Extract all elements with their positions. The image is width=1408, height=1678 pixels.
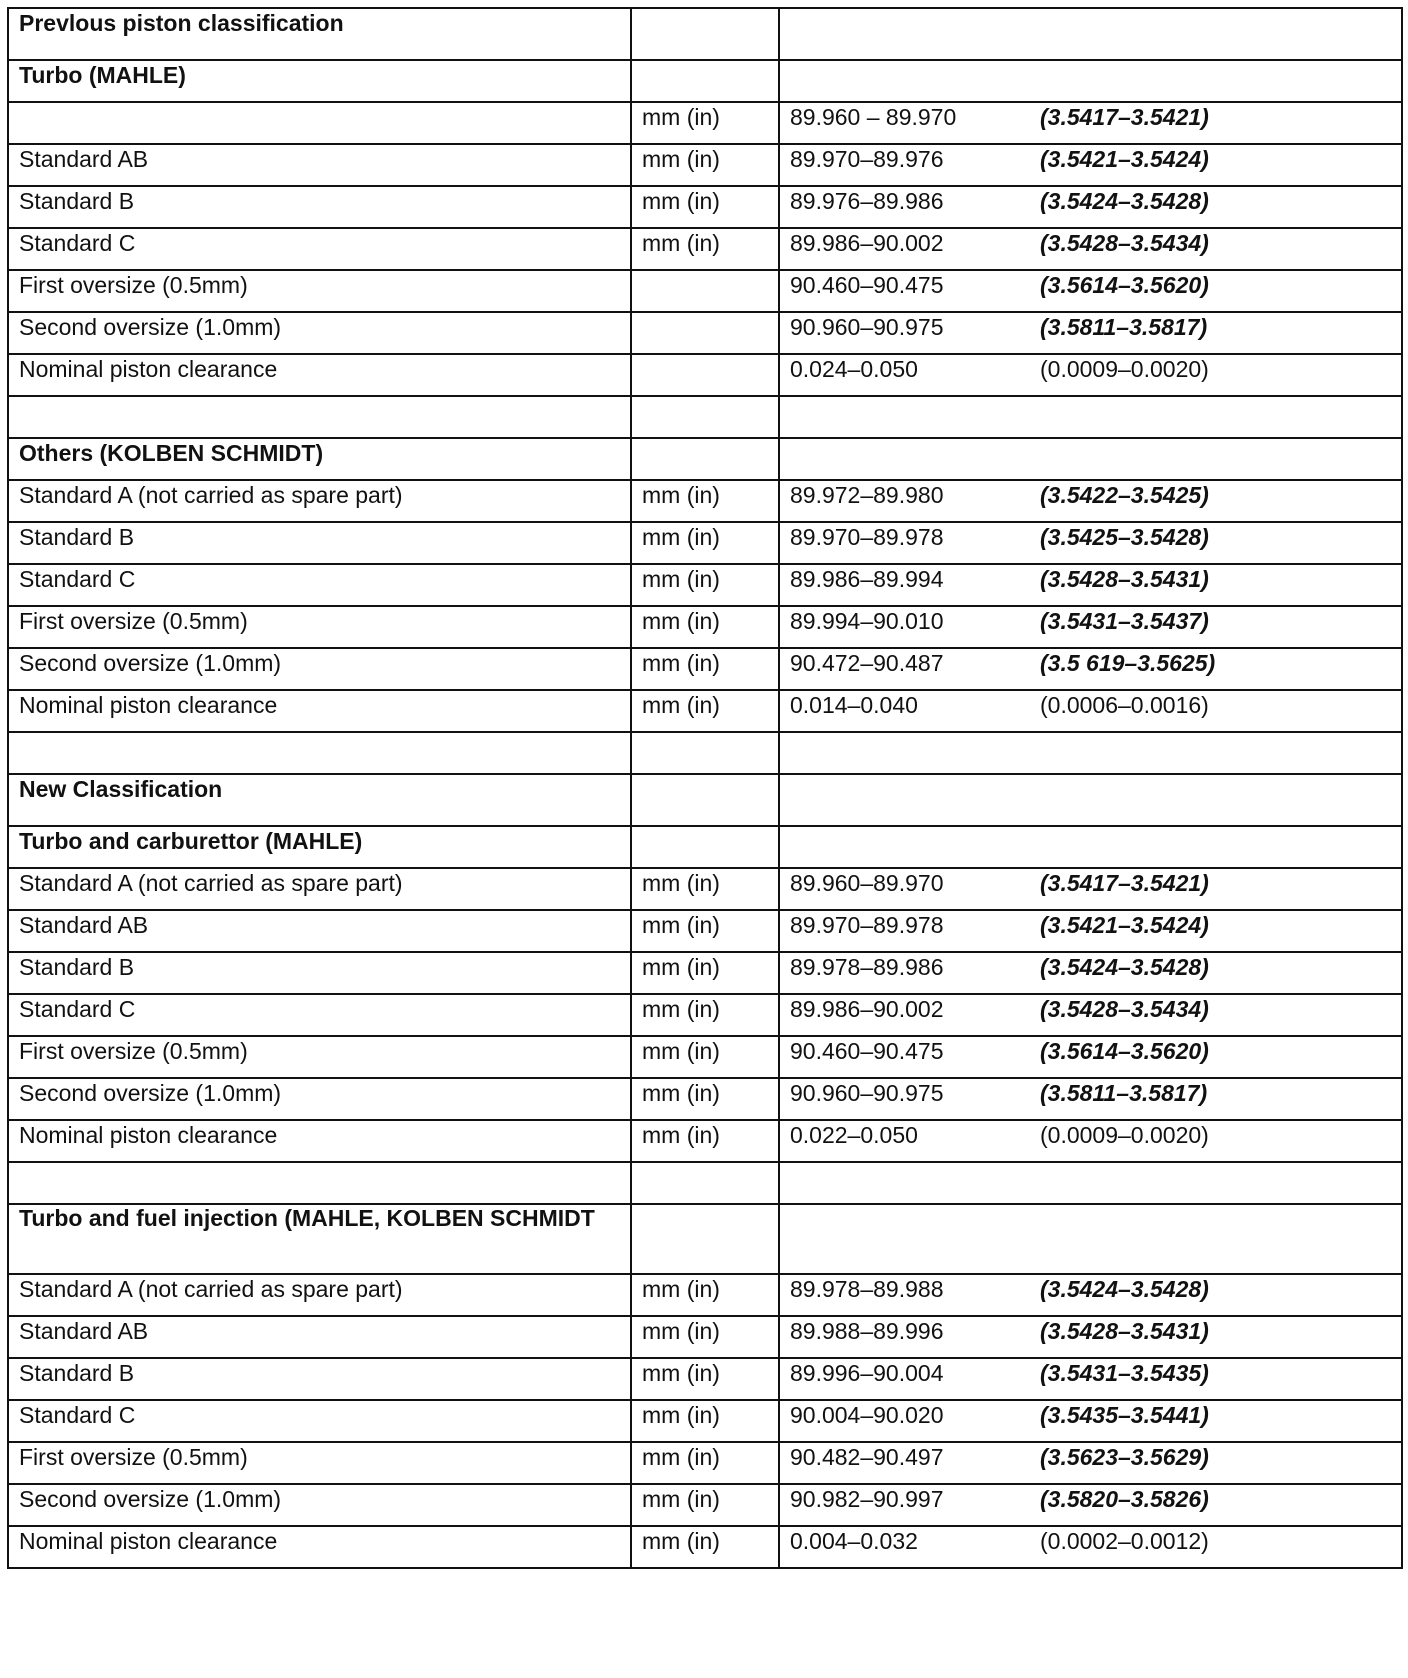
empty-cell <box>779 1162 1402 1204</box>
table-row <box>8 1274 1402 1316</box>
row-values <box>779 648 1402 690</box>
value-mm: 89.970–89.978 <box>790 524 944 550</box>
empty-cell <box>631 396 779 438</box>
row-values <box>779 1274 1402 1316</box>
value-mm: 90.460–90.475 <box>790 1038 944 1064</box>
row-unit: mm (in) <box>631 994 779 1036</box>
value-inch: (3.5424–3.5428) <box>1040 1276 1209 1302</box>
value-inch: (3.5421–3.5424) <box>1040 912 1209 938</box>
group-header-row <box>8 438 1402 480</box>
row-unit: mm (in) <box>631 228 779 270</box>
empty-cell <box>779 1204 1402 1274</box>
value-inch: (3.5820–3.5826) <box>1040 1486 1209 1512</box>
table-row <box>8 606 1402 648</box>
row-label: Standard B <box>8 1358 631 1400</box>
row-unit: mm (in) <box>631 910 779 952</box>
group-title: Turbo and carburettor (MAHLE) <box>8 826 631 868</box>
row-label: Standard C <box>8 228 631 270</box>
value-inch: (3.5428–3.5431) <box>1040 1318 1209 1344</box>
row-label: Standard AB <box>8 144 631 186</box>
value-inch: (3.5431–3.5437) <box>1040 608 1209 634</box>
row-values <box>779 1120 1402 1162</box>
table-row <box>8 480 1402 522</box>
table-row <box>8 690 1402 732</box>
row-unit: mm (in) <box>631 480 779 522</box>
row-values <box>779 952 1402 994</box>
table-row <box>8 910 1402 952</box>
row-values <box>779 144 1402 186</box>
row-unit <box>631 270 779 312</box>
row-unit: mm (in) <box>631 522 779 564</box>
value-mm: 89.994–90.010 <box>790 608 944 634</box>
row-values <box>779 606 1402 648</box>
row-values <box>779 690 1402 732</box>
row-label: Standard C <box>8 1400 631 1442</box>
value-mm: 90.960–90.975 <box>790 314 944 340</box>
value-mm: 89.972–89.980 <box>790 482 944 508</box>
value-mm: 0.022–0.050 <box>790 1122 918 1148</box>
row-unit: mm (in) <box>631 102 779 144</box>
table-row <box>8 312 1402 354</box>
row-values <box>779 1078 1402 1120</box>
row-unit: mm (in) <box>631 1442 779 1484</box>
table-row <box>8 1036 1402 1078</box>
row-values <box>779 480 1402 522</box>
table-row <box>8 522 1402 564</box>
group-header-row <box>8 826 1402 868</box>
table-row <box>8 564 1402 606</box>
value-inch: (3.5417–3.5421) <box>1040 870 1209 896</box>
table-row <box>8 1358 1402 1400</box>
row-unit: mm (in) <box>631 952 779 994</box>
empty-cell <box>779 826 1402 868</box>
value-inch: (3.5623–3.5629) <box>1040 1444 1209 1470</box>
table-row <box>8 994 1402 1036</box>
empty-cell <box>779 60 1402 102</box>
row-values <box>779 354 1402 396</box>
table-row <box>8 1316 1402 1358</box>
row-values <box>779 868 1402 910</box>
row-values <box>779 564 1402 606</box>
table-row <box>8 354 1402 396</box>
value-inch: (0.0009–0.0020) <box>1040 1122 1209 1148</box>
row-label: Standard B <box>8 952 631 994</box>
row-label: Standard AB <box>8 1316 631 1358</box>
row-values <box>779 1316 1402 1358</box>
value-mm: 89.978–89.988 <box>790 1276 944 1302</box>
row-label: Standard B <box>8 522 631 564</box>
row-unit: mm (in) <box>631 1358 779 1400</box>
table-row <box>8 102 1402 144</box>
value-mm: 89.988–89.996 <box>790 1318 944 1344</box>
row-label: Nominal piston clearance <box>8 1120 631 1162</box>
section-title-row <box>8 774 1402 826</box>
row-unit: mm (in) <box>631 1078 779 1120</box>
row-values <box>779 270 1402 312</box>
row-unit: mm (in) <box>631 1400 779 1442</box>
value-inch: (3.5421–3.5424) <box>1040 146 1209 172</box>
value-mm: 89.960 – 89.970 <box>790 104 957 130</box>
table-row <box>8 1078 1402 1120</box>
group-title: Others (KOLBEN SCHMIDT) <box>8 438 631 480</box>
row-unit: mm (in) <box>631 606 779 648</box>
row-label: Standard A (not carried as spare part) <box>8 1274 631 1316</box>
value-inch: (0.0002–0.0012) <box>1040 1528 1209 1554</box>
table-row <box>8 952 1402 994</box>
value-inch: (3.5417–3.5421) <box>1040 104 1209 130</box>
value-mm: 89.996–90.004 <box>790 1360 944 1386</box>
empty-cell <box>631 1204 779 1274</box>
row-values <box>779 1442 1402 1484</box>
value-inch: (0.0009–0.0020) <box>1040 356 1209 382</box>
row-label: Standard C <box>8 994 631 1036</box>
row-values <box>779 910 1402 952</box>
empty-cell <box>631 826 779 868</box>
section-title-row <box>8 8 1402 60</box>
table-row <box>8 1120 1402 1162</box>
value-mm: 89.986–89.994 <box>790 566 944 592</box>
row-unit: mm (in) <box>631 1120 779 1162</box>
row-label: Second oversize (1.0mm) <box>8 648 631 690</box>
empty-cell <box>8 396 631 438</box>
spacer-row <box>8 732 1402 774</box>
empty-cell <box>779 396 1402 438</box>
row-unit <box>631 354 779 396</box>
row-values <box>779 312 1402 354</box>
group-title: Turbo (MAHLE) <box>8 60 631 102</box>
spacer-row <box>8 1162 1402 1204</box>
row-unit <box>631 312 779 354</box>
empty-cell <box>631 732 779 774</box>
row-unit: mm (in) <box>631 1036 779 1078</box>
value-mm: 89.970–89.976 <box>790 146 944 172</box>
row-unit: mm (in) <box>631 690 779 732</box>
row-label: Nominal piston clearance <box>8 354 631 396</box>
row-label: First oversize (0.5mm) <box>8 1442 631 1484</box>
row-values <box>779 102 1402 144</box>
row-label <box>8 102 631 144</box>
row-label: Standard AB <box>8 910 631 952</box>
empty-cell <box>779 8 1402 60</box>
empty-cell <box>779 732 1402 774</box>
value-inch: (3.5811–3.5817) <box>1040 1080 1208 1106</box>
table-row <box>8 1442 1402 1484</box>
value-inch: (3.5425–3.5428) <box>1040 524 1209 550</box>
row-unit: mm (in) <box>631 1274 779 1316</box>
row-values <box>779 994 1402 1036</box>
row-unit: mm (in) <box>631 186 779 228</box>
empty-cell <box>8 732 631 774</box>
row-unit: mm (in) <box>631 1484 779 1526</box>
value-inch: (3.5424–3.5428) <box>1040 954 1209 980</box>
group-header-row <box>8 60 1402 102</box>
value-inch: (3.5431–3.5435) <box>1040 1360 1209 1386</box>
row-values <box>779 522 1402 564</box>
row-values <box>779 186 1402 228</box>
table-row <box>8 228 1402 270</box>
row-values <box>779 1400 1402 1442</box>
row-unit: mm (in) <box>631 144 779 186</box>
row-values <box>779 1036 1402 1078</box>
row-label: Second oversize (1.0mm) <box>8 1484 631 1526</box>
table-row <box>8 1484 1402 1526</box>
table-row <box>8 270 1402 312</box>
value-mm: 89.986–90.002 <box>790 996 944 1022</box>
value-inch: (3.5614–3.5620) <box>1040 1038 1209 1064</box>
row-unit: mm (in) <box>631 564 779 606</box>
row-label: Standard A (not carried as spare part) <box>8 868 631 910</box>
value-inch: (3.5435–3.5441) <box>1040 1402 1209 1428</box>
table-row <box>8 868 1402 910</box>
empty-cell <box>779 774 1402 826</box>
value-mm: 89.976–89.986 <box>790 188 944 214</box>
table-row <box>8 144 1402 186</box>
row-label: First oversize (0.5mm) <box>8 1036 631 1078</box>
table-body <box>8 8 1402 1568</box>
value-mm: 89.960–89.970 <box>790 870 944 896</box>
empty-cell <box>631 1162 779 1204</box>
row-values <box>779 228 1402 270</box>
row-values <box>779 1526 1402 1568</box>
row-values <box>779 1358 1402 1400</box>
row-values <box>779 1484 1402 1526</box>
empty-cell <box>631 8 779 60</box>
row-label: Standard A (not carried as spare part) <box>8 480 631 522</box>
value-mm: 89.970–89.978 <box>790 912 944 938</box>
group-header-row <box>8 1204 1402 1274</box>
empty-cell <box>779 438 1402 480</box>
spacer-row <box>8 396 1402 438</box>
empty-cell <box>631 60 779 102</box>
section-title: New Classification <box>8 774 631 826</box>
value-inch: (3.5428–3.5434) <box>1040 996 1209 1022</box>
row-unit: mm (in) <box>631 648 779 690</box>
row-label: First oversize (0.5mm) <box>8 270 631 312</box>
section-title: Prevlous piston classification <box>8 8 631 60</box>
empty-cell <box>631 438 779 480</box>
value-mm: 89.986–90.002 <box>790 230 944 256</box>
row-label: Standard B <box>8 186 631 228</box>
value-inch: (3.5 619–3.5625) <box>1040 650 1216 676</box>
row-label: Nominal piston clearance <box>8 690 631 732</box>
row-label: Nominal piston clearance <box>8 1526 631 1568</box>
group-title: Turbo and fuel injection (MAHLE, KOLBEN SCHMIDT <box>8 1204 631 1274</box>
row-unit: mm (in) <box>631 868 779 910</box>
value-inch: (3.5422–3.5425) <box>1040 482 1209 508</box>
value-mm: 90.472–90.487 <box>790 650 944 676</box>
row-unit: mm (in) <box>631 1316 779 1358</box>
value-mm: 0.004–0.032 <box>790 1528 918 1554</box>
row-unit: mm (in) <box>631 1526 779 1568</box>
value-mm: 90.982–90.997 <box>790 1486 944 1512</box>
value-mm: 90.482–90.497 <box>790 1444 944 1470</box>
value-inch: (3.5811–3.5817) <box>1040 314 1208 340</box>
empty-cell <box>8 1162 631 1204</box>
table-row <box>8 1400 1402 1442</box>
row-label: First oversize (0.5mm) <box>8 606 631 648</box>
table-row <box>8 186 1402 228</box>
value-mm: 89.978–89.986 <box>790 954 944 980</box>
value-mm: 90.004–90.020 <box>790 1402 944 1428</box>
table-row <box>8 648 1402 690</box>
row-label: Second oversize (1.0mm) <box>8 312 631 354</box>
value-inch: (3.5428–3.5431) <box>1040 566 1209 592</box>
value-inch: (3.5614–3.5620) <box>1040 272 1209 298</box>
value-mm: 90.960–90.975 <box>790 1080 944 1106</box>
piston-classification-table <box>7 7 1403 1569</box>
empty-cell <box>631 774 779 826</box>
value-inch: (0.0006–0.0016) <box>1040 692 1209 718</box>
value-mm: 0.014–0.040 <box>790 692 918 718</box>
value-mm: 90.460–90.475 <box>790 272 944 298</box>
value-inch: (3.5428–3.5434) <box>1040 230 1209 256</box>
value-inch: (3.5424–3.5428) <box>1040 188 1209 214</box>
table-row <box>8 1526 1402 1568</box>
row-label: Standard C <box>8 564 631 606</box>
row-label: Second oversize (1.0mm) <box>8 1078 631 1120</box>
value-mm: 0.024–0.050 <box>790 356 918 382</box>
